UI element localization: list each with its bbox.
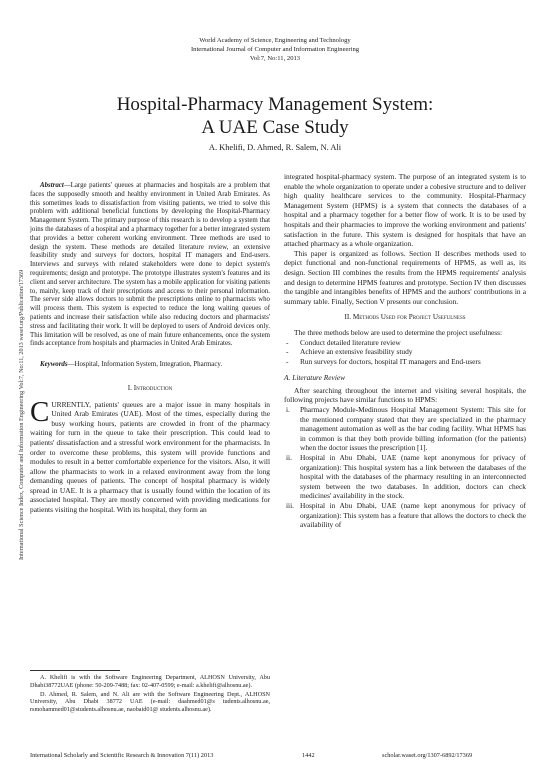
list-item: iii. Hospital in Abu Dhabi, UAE (name kept anonymous for privacy of organization): This system has a feature that allows the doctors to check the availability of (286, 501, 526, 530)
paper-title-line2: A UAE Case Study (201, 117, 349, 138)
list-item: - Conduct detailed literature review (286, 337, 401, 347)
abstract-text: —Large patients' queues at pharmacies and hospitals are a problem that faces the supposedly smooth and healthy environment in United Arab Emirates. As this sometimes leads to dissatisfaction from visiting patients, we tried to solve this problem with additional beneficial functions by developing the Hospital-Pharmacy Management System. The primary purpose of this research is to develop a system that joins the databases of a hospital and a pharmacy together for a better integrated system that provides a better coherent working environment. Three methods are used to design the system. These methods are detailed literature review, an extensive feasibility study and surveys for doctors, hospital IT managers and End-users. Interviews and surveys with related stakeholders were done to depict system's requirements; design and prototype. The prototype illustrates system's features and its client and server architecture. The system has a mobile application for visiting patients to, mainly, keep track of their prescriptions and access to their personal information. The server side allows doctors to submit the prescriptions online to pharmacists who will process them. This system is expected to reduce the long waiting queues of patients and increase their satisfaction while also reducing doctors and pharmacists' stress and facilitating their work. It will be deployed to users of Android devices only. This limitation will be resolved, as one of main future enhancements, once the system finds acceptance from hospitals and pharmacies in United Arab Emirates. (30, 182, 270, 348)
intro-paragraph (30, 395, 270, 515)
keywords (30, 361, 270, 370)
intro-heading: I. Introduction (127, 383, 173, 392)
keywords-label: Keywords (40, 361, 68, 369)
footnote-1: A. Khelifi is with the Software Engineering Department, ALHOSN University, Abu Dhabi38772UAE (phone: 50-209-7488; fax: 02-407-0599; e-mail: a.khelifi@alhosnu.ae). (30, 674, 270, 689)
list-item: i. Pharmacy Module-Medinous Hospital Management System: This site for the mentioned company stated that they are specialized in the pharmacy management automation as well as the bar coding facility. What HPMS has in common is that they both provide billing information (for the patients) when the doctor issues the prescription [1]. (286, 405, 526, 453)
literature-intro: After searching throughout the internet and visiting several hospitals, the following projects have similar functions to HPMS: (284, 385, 526, 405)
methods-intro: The three methods below are used to determine the project usefulness: (294, 327, 503, 337)
methods-list (284, 338, 526, 367)
intro-continuation: integrated hospital-pharmacy system. The purpose of an integrated system is to enable the whole organization to operate under a cohesive structure and to deliver high quality healthcare services to the community. Hospital-Pharmacy Management System (HPMS) is a system that connects the databases of a hospital and a pharmacy together for a better flow of work. It is to be used by hospitals and their pharmacies to improve the working environment and patients' satisfaction in the future. This system is designed for hospitals that have an attached pharmacy as a whole organization. (284, 172, 526, 249)
literature-list (284, 405, 526, 530)
keywords-text: —Hospital, Information System, Integration, Pharmacy. (67, 361, 223, 369)
journal-volume: Vol:7, No:11, 2013 (249, 55, 301, 62)
footer-url: scholar.waset.org/1307-6892/17369 (382, 752, 473, 759)
dropcap: C (30, 395, 50, 428)
footnotes (30, 674, 270, 715)
footer-publisher: International Scholarly and Scientific Research & Innovation 7(11) 2013 (30, 752, 214, 759)
paper-authors: A. Khelifi, D. Ahmed, R. Salem, N. Ali (208, 143, 342, 152)
left-column (30, 182, 270, 515)
page-number: 1442 (302, 752, 315, 759)
footnote-rule (30, 670, 120, 671)
organization-paragraph: This paper is organized as follows. Section II describes methods used to depict functional and non-functional requirements of HPMS, as well as, its design. Section III combines the results from the HPMS requirements' analysis and design to determine HPMS features and prototype. Section IV then discusses the tangible and intangibles benefits of HPMS and the authors' contributions in a summary table. Finally, Section V presents our conclusion. (284, 248, 526, 306)
journal-subtitle: International Journal of Computer and Information Engineering (190, 46, 360, 53)
paper-title-line1: Hospital-Pharmacy Management System: (116, 94, 434, 115)
intro-lead: URRENTLY, (51, 399, 91, 409)
journal-name: World Academy of Science, Engineering and Technology (199, 37, 351, 44)
literature-heading: A. Literature Review (284, 373, 346, 383)
list-item: ii. Hospital in Abu Dhabi, UAE (name kept anonymous for privacy of organization): This hospital system has a link between the databases of the hospital with the databases of the pharmacy resulting in an interconnected system between the two databases. In addition, doctors can check medicines' availability in the stock. (286, 453, 526, 501)
list-item: - Achieve an extensive feasibility study (286, 347, 413, 357)
footnote-2: D. Ahmed, R. Salem, and N. Ali are with the Software Engineering Dept., ALHOSN University, Abu Dhabi 38772 UAE (e-mail: daahmed01@s tudents.alhosnu.ae, rsmohammed01@students.alhosnu.ae, naobaid01@ students.alhosnu.ae). (30, 690, 270, 714)
side-citation: International Science Index, Computer and Information Engineering Vol:7, No:11, 2013 waset.org/Publication/17369 (18, 269, 25, 560)
abstract-label: Abstract (40, 182, 64, 189)
abstract (30, 182, 270, 349)
list-item: - Run surveys for doctors, hospital IT managers and End-users (286, 356, 481, 366)
methods-heading: II. Methods Used for Project Usefulness (344, 313, 466, 322)
intro-text: patients' queues are a major issue in many hospitals in United Arab Emirates (UAE). Most of the times, especially during the busy working hours, patients are crowded in front of the pharmacy waiting for turn in the queue to take their prescription. This could lead to patients' dissatisfaction and a stressful work environment for the pharmacists. In order to overcome these problems, this system will provide functions and modules to result in a better comfortable experience for the visitors. Also, it will allow the pharmacists to work in a relaxed environment away from the long demanding queues of patients. The concept of hospital pharmacy is widely spread in UAE. It is a pharmacy that is usually found within the location of its associated hospital. They are mostly concerned with providing medications for patients visiting the hospital. With its hospital, they form an (30, 399, 270, 515)
right-column (284, 172, 526, 530)
